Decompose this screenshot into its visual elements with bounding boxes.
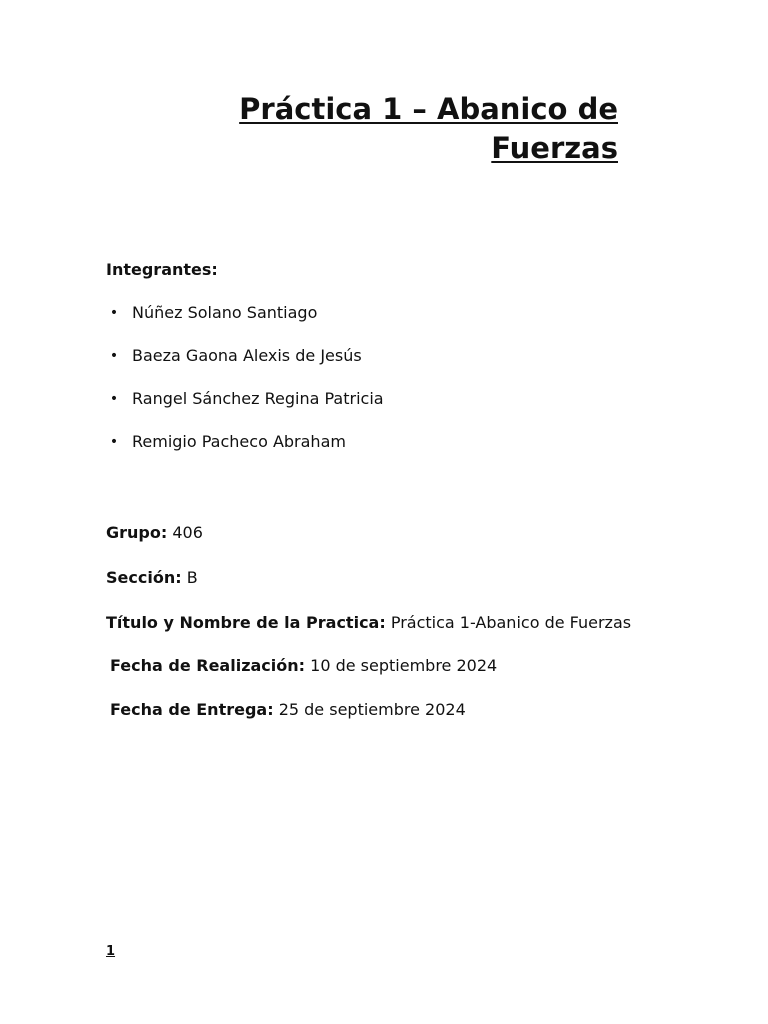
- group-label: Grupo:: [106, 523, 168, 542]
- member-name: Remigio Pacheco Abraham: [132, 432, 346, 451]
- member-name: Baeza Gaona Alexis de Jesús: [132, 346, 362, 365]
- page-number: 1: [106, 944, 116, 959]
- group-value: 406: [172, 523, 203, 542]
- delivery-date-field: [110, 700, 466, 720]
- delivery-date-label: Fecha de Entrega:: [110, 700, 274, 719]
- document-title: Práctica 1 – Abanico de Fuerzas: [239, 92, 618, 165]
- member-name: Rangel Sánchez Regina Patricia: [132, 389, 384, 408]
- bullet-icon: •: [109, 434, 119, 450]
- group-field: [106, 523, 203, 543]
- bullet-icon: •: [109, 305, 119, 321]
- delivery-date-value: 25 de septiembre 2024: [278, 700, 466, 719]
- realization-date-field: [110, 656, 497, 676]
- member-name: Núñez Solano Santiago: [132, 303, 318, 322]
- section-field: [106, 568, 198, 588]
- section-label: Sección:: [106, 568, 182, 587]
- practice-title-label: Título y Nombre de la Practica:: [106, 613, 386, 632]
- members-heading: Integrantes:: [106, 260, 218, 279]
- section-value: B: [186, 568, 198, 587]
- practice-title-field: [106, 613, 631, 633]
- practice-title-value: Práctica 1-Abanico de Fuerzas: [390, 613, 632, 632]
- realization-date-label: Fecha de Realización:: [110, 656, 306, 675]
- bullet-icon: •: [109, 348, 119, 364]
- bullet-icon: •: [109, 391, 119, 407]
- realization-date-value: 10 de septiembre 2024: [310, 656, 498, 675]
